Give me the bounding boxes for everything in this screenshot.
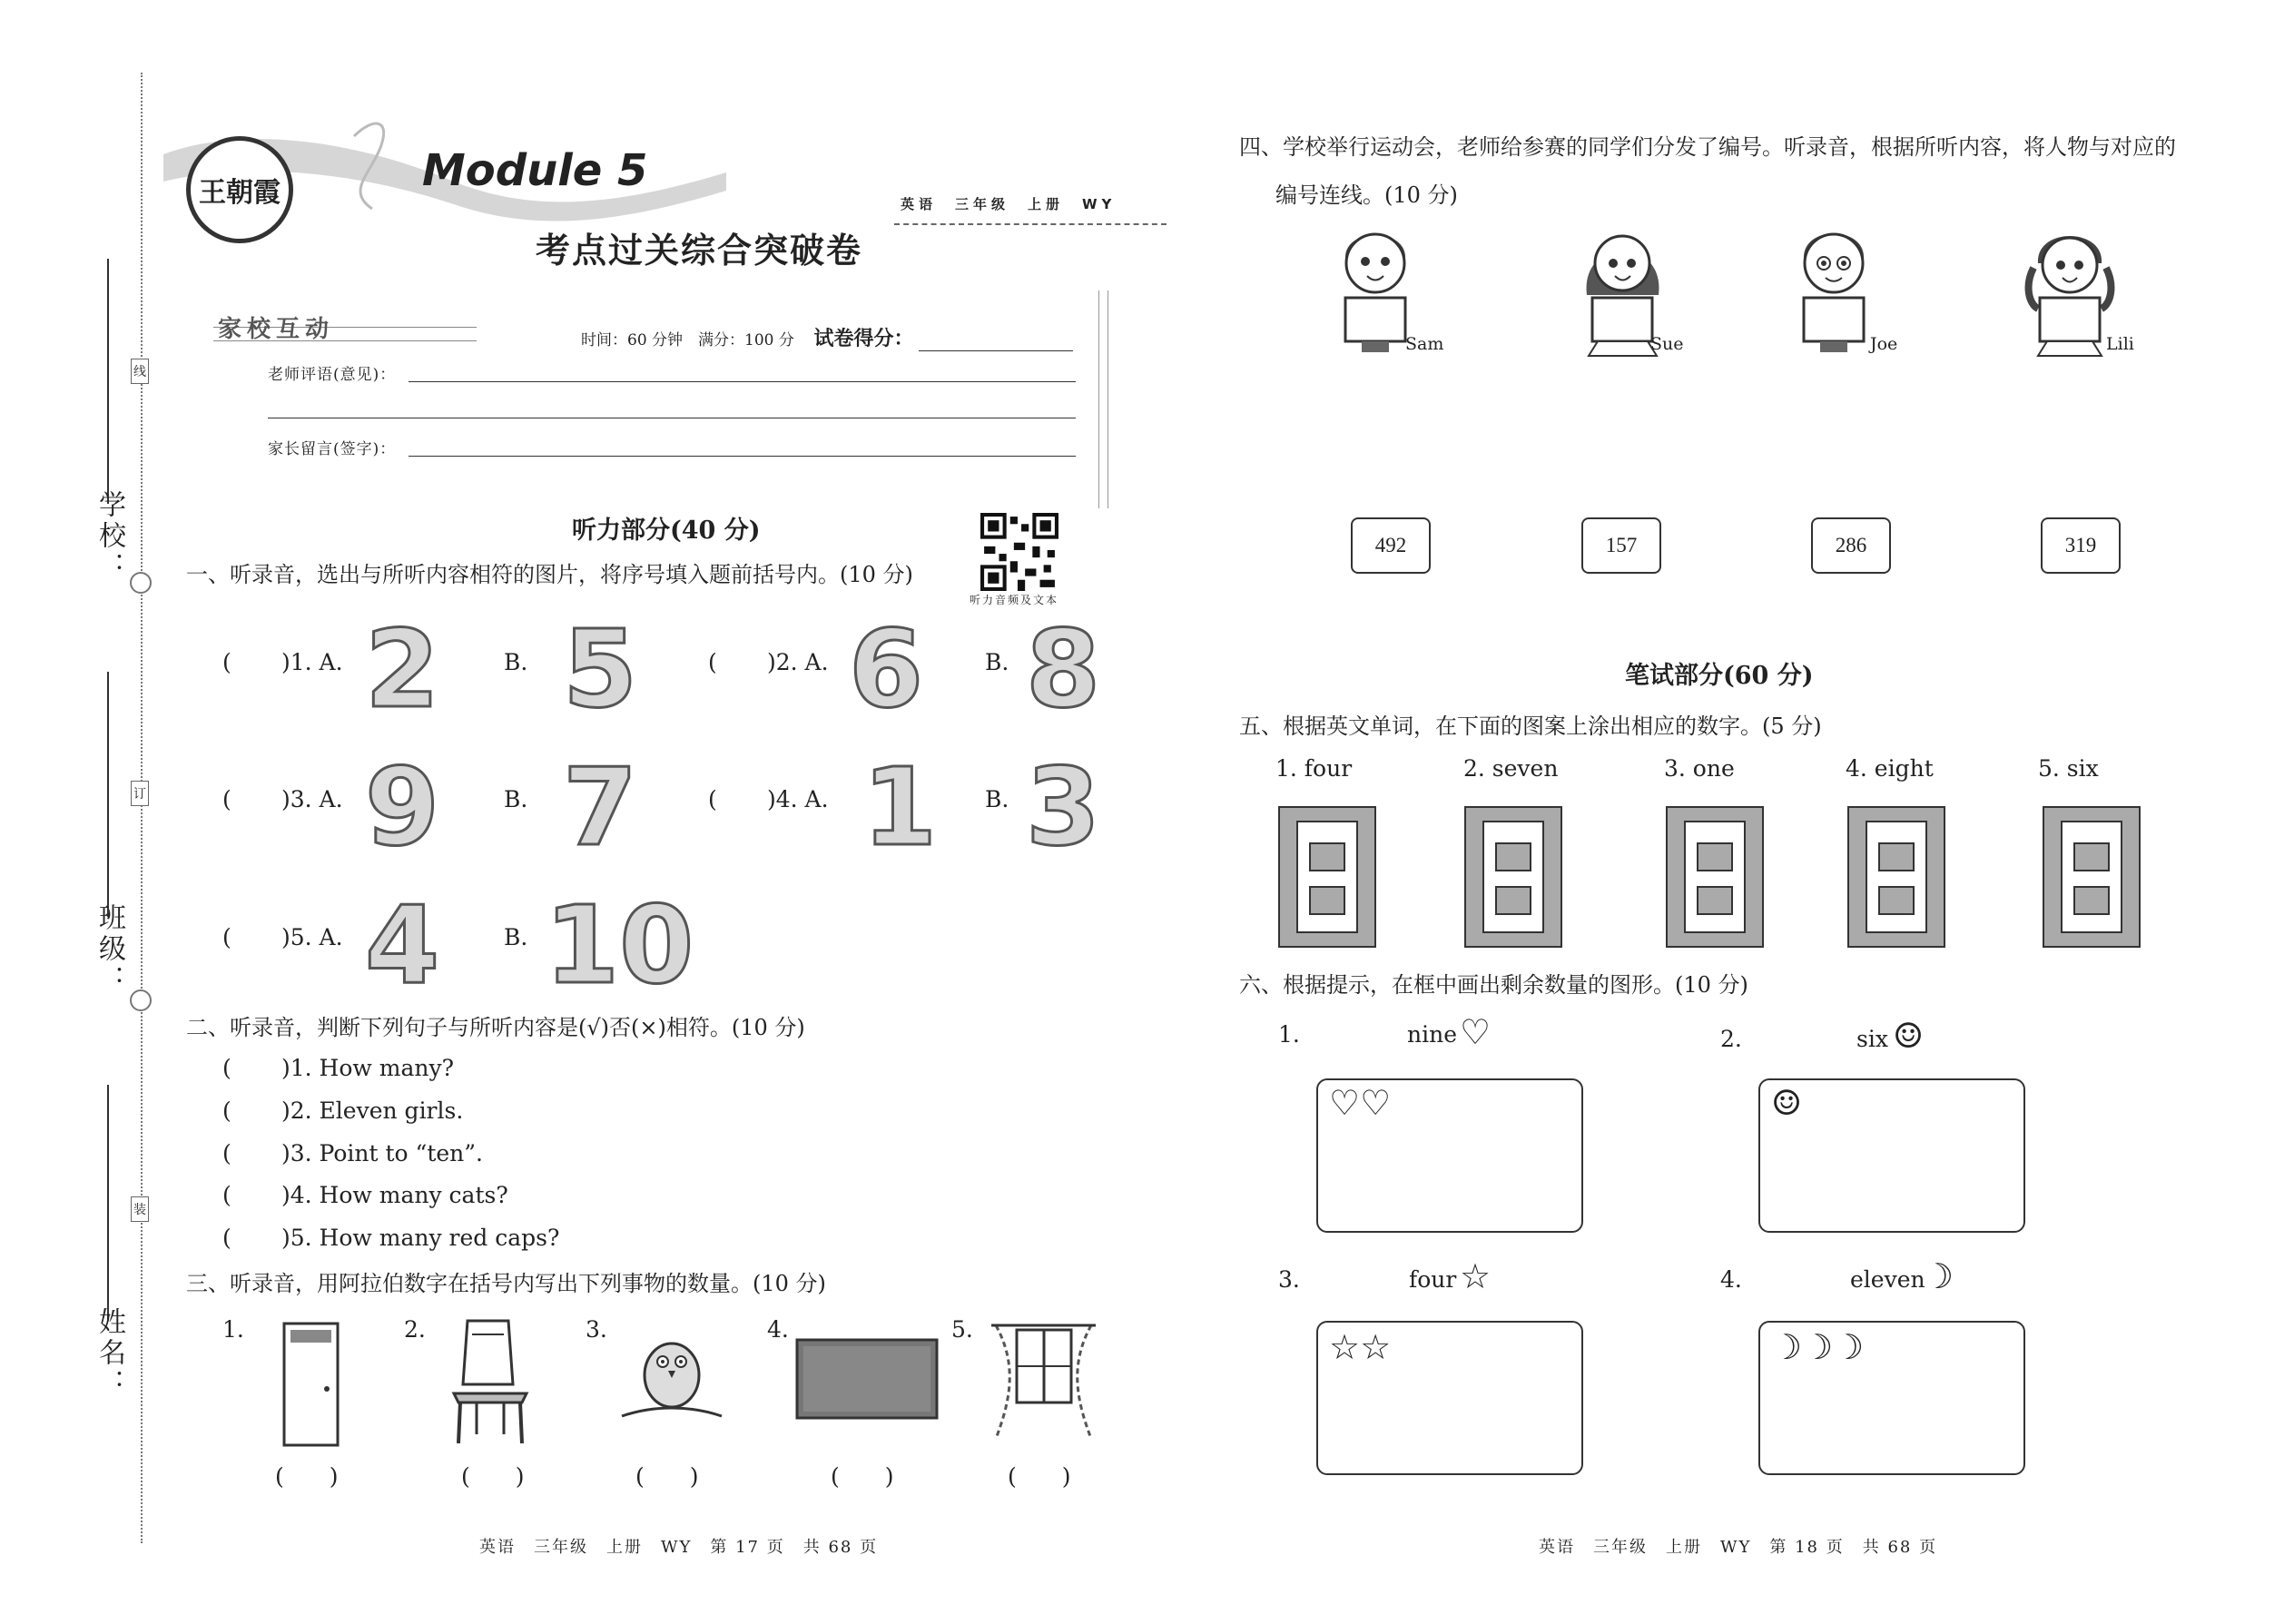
q6-draw-box-4[interactable] xyxy=(1758,1321,2025,1475)
score-fill-line[interactable] xyxy=(919,350,1073,351)
q3-bracket-3[interactable]: ( ) xyxy=(635,1463,699,1490)
q3-item-3-num: 3. xyxy=(586,1316,607,1343)
q5-word-1: 1. four xyxy=(1275,755,1353,782)
kid-name-sue: Sue xyxy=(1650,334,1684,354)
q3-item-2-num: 2. xyxy=(404,1316,426,1343)
door-icon xyxy=(281,1321,340,1448)
answer-bracket[interactable]: ( xyxy=(222,1055,231,1081)
time-score-info: 时间：60 分钟 满分：100 分 xyxy=(581,331,794,349)
course-tag: 英语 三年级 上册 WY xyxy=(901,196,1117,212)
q1-item-4-digit-a: 1 xyxy=(862,744,938,870)
q1-item-5-digit-a: 4 xyxy=(365,882,440,1008)
q6-item-3-num: 3. xyxy=(1278,1266,1300,1293)
window-icon xyxy=(991,1321,1096,1443)
q3-title: 三、听录音，用阿拉伯数字在括号内写出下列事物的数量。(10 分) xyxy=(186,1271,826,1296)
bird-icon xyxy=(617,1325,726,1434)
bind-char-ding: 订 xyxy=(131,781,149,806)
kid-name-lili: Lili xyxy=(2106,334,2134,354)
q1-item-2-digit-a: 6 xyxy=(849,606,924,732)
bind-char-line: 线 xyxy=(131,359,149,384)
answer-bracket[interactable]: ( xyxy=(222,649,231,675)
q1-item-5-b: B. xyxy=(504,924,528,950)
q6-draw-box-2[interactable] xyxy=(1758,1078,2025,1233)
q5-word-2: 2. seven xyxy=(1463,755,1559,782)
q1-item-2-digit-b: 8 xyxy=(1026,606,1101,732)
digit-pattern-1[interactable] xyxy=(1278,806,1376,948)
star-icon: ☆ xyxy=(1460,1256,1492,1296)
q1-title: 一、听录音，选出与所听内容相符的图片，将序号填入题前括号内。(10 分) xyxy=(186,562,913,587)
smiley-icon: ☺ xyxy=(1771,1083,1803,1123)
heart-icon: ♡♡ xyxy=(1329,1083,1392,1123)
q2-item-3: )3. Point to “ten”. xyxy=(281,1140,483,1166)
q3-item-4-num: 4. xyxy=(767,1316,789,1343)
q1-item-5-num: )5. A. xyxy=(281,924,343,950)
girl-lili-icon xyxy=(2024,218,2115,359)
q6-item-4-num: 4. xyxy=(1720,1266,1742,1293)
answer-bracket[interactable]: ( xyxy=(708,649,717,675)
moon-icon: ☽ xyxy=(1923,1256,1954,1296)
q2-item-2: )2. Eleven girls. xyxy=(281,1097,464,1124)
q3-bracket-1[interactable]: ( ) xyxy=(275,1463,339,1490)
q6-item-2-num: 2. xyxy=(1720,1026,1742,1052)
q1-item-3-digit-a: 9 xyxy=(365,744,440,870)
q3-bracket-4[interactable]: ( ) xyxy=(831,1463,894,1490)
name-fill-line xyxy=(107,1085,109,1321)
listening-section-title: 听力部分(40 分) xyxy=(572,517,761,545)
star-icon: ☆☆ xyxy=(1329,1327,1392,1367)
q4-title-line2: 编号连线。(10 分) xyxy=(1275,182,1458,208)
publisher-logo: 王朝霞 xyxy=(186,136,293,243)
kid-name-sam: Sam xyxy=(1405,334,1444,354)
q1-item-1-b: B. xyxy=(504,649,528,675)
q2-item-4: )4. How many cats? xyxy=(281,1182,508,1208)
paper-subtitle: 考点过关综合突破卷 xyxy=(536,230,863,271)
school-fill-line xyxy=(107,259,109,504)
answer-bracket[interactable]: ( xyxy=(222,924,231,950)
q1-item-3-num: )3. A. xyxy=(281,786,343,812)
score-label: 试卷得分： xyxy=(813,327,914,350)
class-fill-line xyxy=(107,672,109,917)
boy-joe-icon xyxy=(1793,218,1875,354)
q1-item-3-b: B. xyxy=(504,786,528,812)
q2-item-5: )5. How many red caps? xyxy=(281,1225,560,1251)
answer-bracket[interactable]: ( xyxy=(222,1097,231,1124)
q2-title: 二、听录音，判断下列句子与所听内容是(√)否(×)相符。(10 分) xyxy=(186,1015,805,1040)
boy-sam-icon xyxy=(1334,218,1416,354)
q1-item-2-num: )2. A. xyxy=(767,649,829,675)
heart-icon: ♡ xyxy=(1460,1012,1492,1052)
parent-comment-line[interactable] xyxy=(409,456,1076,457)
answer-bracket[interactable]: ( xyxy=(222,1182,231,1208)
number-card-286[interactable]: 286 xyxy=(1811,517,1891,574)
module-title: Module 5 xyxy=(422,145,648,196)
answer-bracket[interactable]: ( xyxy=(222,1225,231,1251)
blackboard-icon xyxy=(794,1337,940,1421)
tag-underline xyxy=(894,223,1167,225)
digit-pattern-5[interactable] xyxy=(2043,806,2141,948)
answer-bracket[interactable]: ( xyxy=(222,1140,231,1166)
qr-code-icon[interactable] xyxy=(980,513,1058,591)
q6-title: 六、根据提示，在框中画出剩余数量的图形。(10 分) xyxy=(1239,972,1748,998)
q6-item-3-word: four xyxy=(1409,1266,1457,1293)
class-label: 班级： xyxy=(94,903,125,996)
q3-bracket-5[interactable]: ( ) xyxy=(1008,1463,1071,1490)
digit-pattern-3[interactable] xyxy=(1666,806,1764,948)
teacher-comment-line[interactable] xyxy=(409,381,1076,382)
q6-item-4-word: eleven xyxy=(1850,1266,1925,1293)
number-card-157[interactable]: 157 xyxy=(1581,517,1661,574)
answer-bracket[interactable]: ( xyxy=(222,786,231,812)
q6-draw-box-3[interactable] xyxy=(1316,1321,1583,1475)
q1-item-1-digit-a: 2 xyxy=(365,606,440,732)
home-school-heading: 家校互动 xyxy=(218,316,335,343)
number-card-492[interactable]: 492 xyxy=(1351,517,1431,574)
number-card-319[interactable]: 319 xyxy=(2041,517,2121,574)
q1-item-4-num: )4. A. xyxy=(767,786,829,812)
q5-title: 五、根据英文单词，在下面的图案上涂出相应的数字。(5 分) xyxy=(1239,714,1822,739)
binding-hole xyxy=(130,572,152,594)
parent-comment-label: 家长留言(签字)： xyxy=(268,440,397,458)
digit-pattern-4[interactable] xyxy=(1847,806,1945,948)
binding-dotted-line xyxy=(141,73,143,1543)
moon-icon: ☽☽☽ xyxy=(1771,1327,1865,1367)
kid-name-joe: Joe xyxy=(1870,334,1898,354)
hsx-rule xyxy=(213,340,477,341)
q3-item-5-num: 5. xyxy=(951,1316,973,1343)
decorative-rule xyxy=(1098,290,1099,508)
name-label: 姓名： xyxy=(94,1307,125,1400)
q6-item-1-word: nine xyxy=(1407,1021,1457,1048)
q5-word-5: 5. six xyxy=(2038,755,2099,782)
q1-item-3-digit-b: 7 xyxy=(563,744,638,870)
q6-item-1-num: 1. xyxy=(1278,1021,1300,1048)
q1-item-5-digit-b: 10 xyxy=(545,882,694,1008)
q5-word-3: 3. one xyxy=(1664,755,1735,782)
q6-draw-box-1[interactable] xyxy=(1316,1078,1583,1233)
binding-hole xyxy=(130,989,152,1011)
q3-bracket-2[interactable]: ( ) xyxy=(461,1463,525,1490)
digit-pattern-2[interactable] xyxy=(1464,806,1562,948)
qr-caption: 听力音频及文本 xyxy=(970,594,1059,606)
writing-section-title: 笔试部分(60 分) xyxy=(1625,662,1814,690)
q5-word-4: 4. eight xyxy=(1846,755,1934,782)
q1-item-4-digit-b: 3 xyxy=(1026,744,1101,870)
chair-icon xyxy=(449,1316,531,1448)
school-label: 学校： xyxy=(94,490,125,583)
exam-meta xyxy=(581,323,1073,351)
q1-item-1-digit-b: 5 xyxy=(563,606,638,732)
bind-char-zhuang: 装 xyxy=(131,1196,149,1222)
q1-item-2-b: B. xyxy=(985,649,1009,675)
footer-left: 英语 三年级 上册 WY 第 17 页 共 68 页 xyxy=(479,1538,879,1557)
q2-item-1: )1. How many? xyxy=(281,1055,454,1081)
q4-title-line1: 四、学校举行运动会，老师给参赛的同学们分发了编号。听录音，根据所听内容，将人物与对应的 xyxy=(1239,134,2176,160)
footer-right: 英语 三年级 上册 WY 第 18 页 共 68 页 xyxy=(1539,1538,1938,1557)
q3-item-1-num: 1. xyxy=(222,1316,244,1343)
q6-item-2-word: six xyxy=(1856,1026,1888,1052)
q1-item-4-b: B. xyxy=(985,786,1009,812)
q1-item-1-num: )1. A. xyxy=(281,649,343,675)
answer-bracket[interactable]: ( xyxy=(708,786,717,812)
teacher-comment-label: 老师评语(意见)： xyxy=(268,366,397,384)
smiley-icon: ☺ xyxy=(1893,1016,1925,1056)
